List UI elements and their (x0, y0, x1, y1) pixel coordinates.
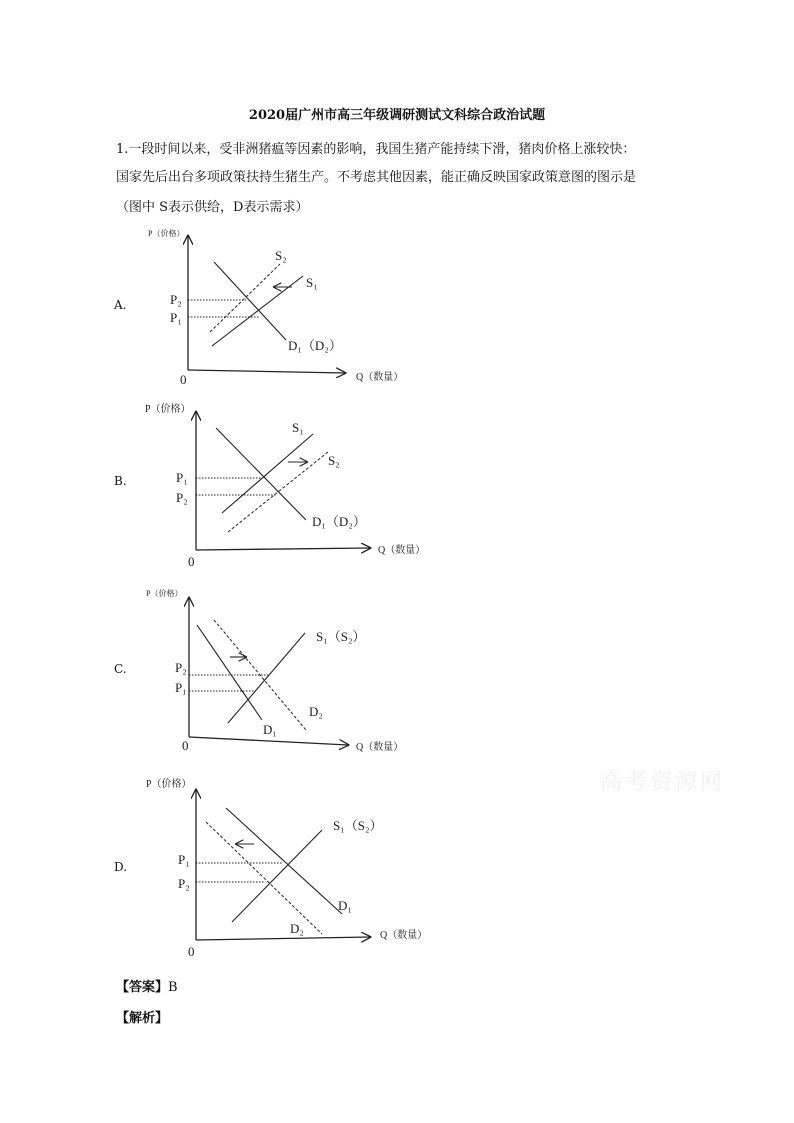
option-b-label: B. (114, 474, 127, 488)
graph-c-curve1: S₁（S₂） (316, 629, 366, 644)
graph-a-curve2: S₁ (306, 275, 318, 290)
option-d-label: D. (114, 860, 128, 874)
graph-b-q-axis-line (196, 548, 370, 550)
graph-d-curve2: D₁ (338, 898, 352, 913)
answer-line (116, 976, 178, 995)
graph-c-p-lower: P₁ (175, 680, 187, 695)
graph-d (146, 777, 427, 959)
graph-a (148, 228, 403, 387)
graph-c-origin: 0 (182, 738, 189, 753)
option-c-label: C. (114, 662, 127, 676)
graph-a-q-axis-line (188, 370, 345, 373)
page-title: 2020届广州市高三年级调研测试文科综合政治试题 (248, 108, 546, 123)
graph-a-curve3: D₁（D₂） (288, 338, 342, 353)
graph-c (146, 588, 403, 753)
graph-a-p-lower: P₁ (170, 310, 182, 325)
graph-b (145, 402, 425, 569)
analysis-label: 【解析】 (116, 1011, 169, 1026)
graph-b-p-upper: P₁ (176, 470, 188, 485)
graph-d-q-axis-label: Q（数量） (380, 930, 428, 941)
question-line-2: 国家先后出台多项政策扶持生猪生产。不考虑其他因素，能正确反映国家政策意图的图示是 (116, 170, 637, 185)
graph-d-demand-d2 (206, 822, 322, 934)
graph-c-curve2: D₂ (309, 704, 323, 719)
graph-a-origin: 0 (180, 372, 187, 387)
graph-d-p-upper: P₁ (178, 852, 190, 867)
graph-d-origin: 0 (188, 944, 195, 959)
graph-d-p-axis-label: P（价格） (146, 779, 192, 790)
graph-b-q-axis-label: Q（数量） (378, 545, 426, 556)
graph-a-demand-curve (214, 262, 286, 340)
answer-value: B (168, 980, 178, 995)
graph-d-curve3: D₂ (290, 921, 304, 936)
graph-c-supply-curve (228, 633, 305, 723)
graph-d-curve1: S₁（S₂） (333, 818, 383, 833)
watermark: 高考资源网 (600, 770, 726, 795)
graph-a-curve1: S₂ (275, 248, 287, 263)
question-line-3: （图中 S表示供给，D表示需求） (116, 200, 309, 215)
question-line-1: 1.一段时间以来，受非洲猪瘟等因素的影响，我国生猪产能持续下滑，猪肉价格上涨较快： (116, 142, 636, 157)
graph-a-q-axis-label: Q（数量） (356, 372, 404, 383)
graph-b-p-lower: P₂ (176, 490, 188, 505)
graph-b-p-axis-label: P（价格） (145, 404, 191, 415)
graph-a-p-upper: P₂ (170, 292, 182, 307)
graph-b-curve1: S₁ (292, 420, 304, 435)
graph-b-curve3: D₁（D₂） (312, 514, 366, 529)
graph-c-p-upper: P₂ (175, 660, 187, 675)
graph-c-q-axis-label: Q（数量） (356, 742, 404, 753)
graph-c-curve3: D₁ (263, 722, 277, 737)
graph-b-curve2: S₂ (328, 453, 340, 468)
graph-b-origin: 0 (188, 554, 195, 569)
graph-c-demand-d1 (197, 625, 262, 720)
graph-d-q-axis-line (196, 937, 370, 940)
option-a-label: A. (114, 298, 127, 312)
graph-c-q-axis-line (189, 737, 348, 745)
answer-label: 【答案】 (116, 980, 169, 995)
graph-d-p-lower: P₂ (178, 876, 190, 891)
graph-b-supply-s1 (222, 434, 313, 513)
graph-a-p-axis-label: P（价格） (148, 229, 185, 238)
graph-c-p-axis-label: P（价格） (146, 589, 183, 598)
graph-c-demand-d2 (214, 620, 306, 730)
graph-d-demand-d1 (226, 808, 342, 914)
